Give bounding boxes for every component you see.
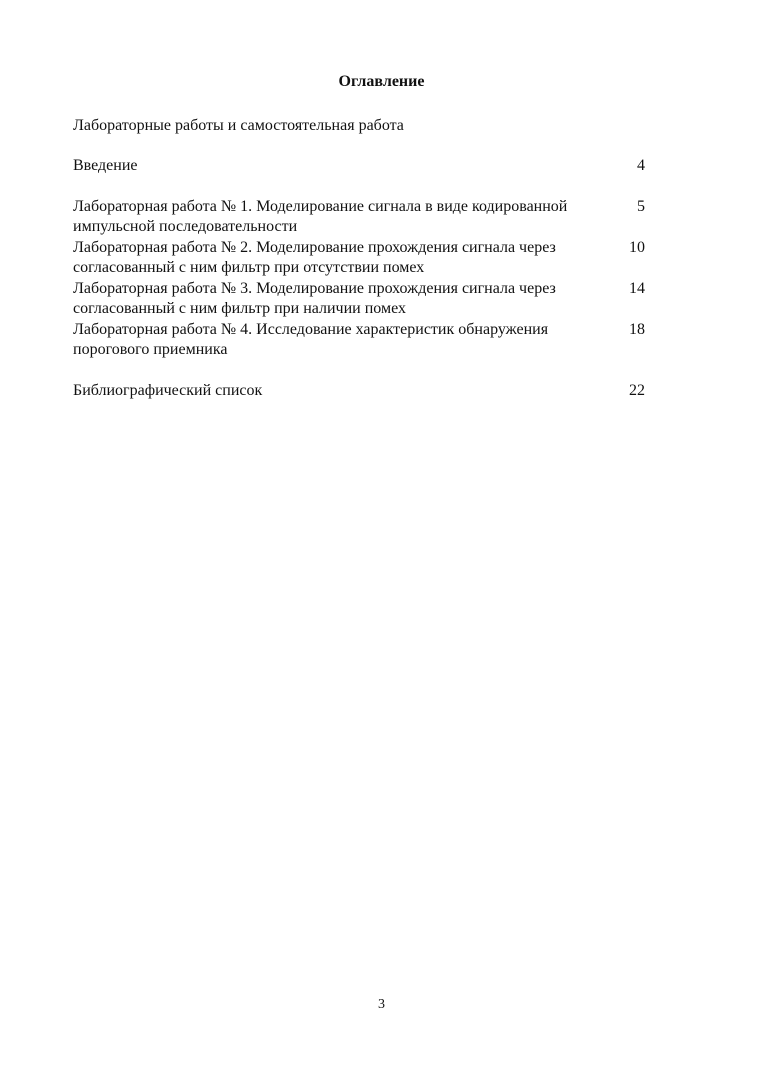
toc-entry-page: 14 — [629, 279, 645, 297]
toc-entry-text: Лабораторная работа № 2. Моделирование прохождения сигнала через согласованный с ним фильтр при отсутствии помех — [73, 238, 556, 276]
toc-entry-text: Введение — [73, 157, 138, 174]
toc-entry-page: 4 — [637, 157, 645, 174]
toc-entry-lab-1[interactable] — [73, 197, 645, 238]
toc-entry-text: Лабораторная работа № 4. Исследование характеристик обнаружения порогового приемника — [73, 320, 549, 358]
table-of-contents — [73, 156, 645, 401]
toc-entry-introduction[interactable] — [73, 156, 645, 177]
toc-entry-page: 10 — [629, 238, 645, 256]
toc-entry-lab-2[interactable] — [73, 238, 645, 279]
toc-entry-page: 22 — [629, 381, 645, 399]
toc-entry-bibliography[interactable] — [73, 381, 645, 402]
toc-entry-lab-3[interactable] — [73, 279, 645, 320]
toc-entry-text: Лабораторная работа № 3. Моделирование прохождения сигнала через согласованный с ним фильтр при наличии помех — [73, 279, 556, 317]
toc-entry-text: Библиографический список — [73, 381, 263, 399]
toc-entry-text: Лабораторная работа № 1. Моделирование сигнала в виде кодированной импульсной последовательности — [73, 197, 568, 235]
page-title: Оглавление — [338, 73, 425, 90]
page-number: 3 — [378, 997, 385, 1012]
toc-entry-page: 18 — [629, 320, 645, 338]
toc-entry-page: 5 — [637, 197, 645, 215]
toc-entry-lab-4[interactable] — [73, 320, 645, 361]
toc-subheading: Лабораторные работы и самостоятельная работа — [73, 117, 404, 134]
